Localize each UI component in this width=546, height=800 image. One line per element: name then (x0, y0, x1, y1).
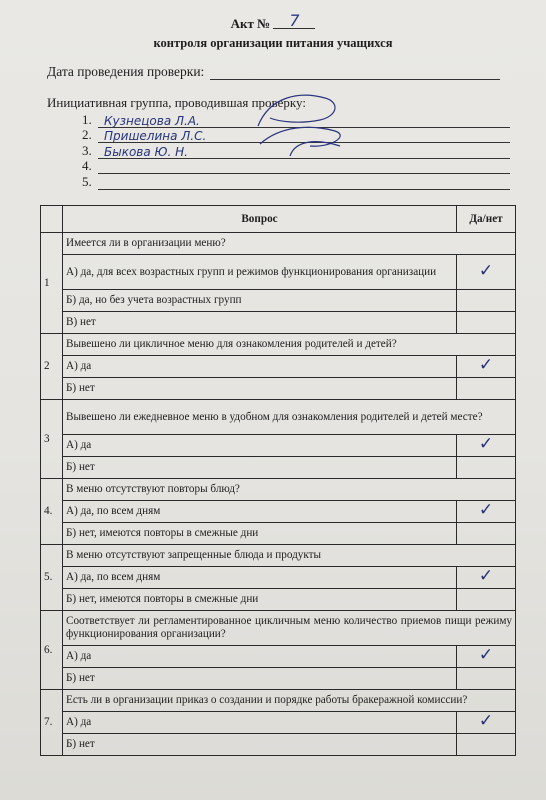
question-row (41, 690, 516, 712)
question-text: Есть ли в организации приказ о создании и порядке работы бракеражной комиссии? (63, 690, 516, 712)
option-text: А) да (63, 646, 457, 668)
option-text: Б) нет (63, 734, 457, 756)
answer-cell (457, 312, 516, 334)
member-row (82, 174, 510, 190)
question-row (41, 334, 516, 356)
option-text: Б) нет, имеются повторы в смежные дни (63, 523, 457, 545)
answer-cell (457, 457, 516, 479)
option-text: А) да (63, 356, 457, 378)
header-question-cell: Вопрос (63, 206, 457, 233)
option-row (41, 290, 516, 312)
question-text: Имеется ли в организации меню? (63, 233, 516, 255)
act-subtitle: контроля организации питания учащихся (153, 36, 393, 50)
question-row (41, 545, 516, 567)
member-number: 1. (82, 111, 92, 127)
section-number: 3 (41, 400, 63, 479)
header-num-cell (41, 206, 63, 233)
answer-cell (457, 255, 516, 290)
act-label: Акт № (230, 16, 271, 31)
question-text: Вывешено ли ежедневное меню в удобном для ознакомления родителей и детей месте? (63, 400, 516, 435)
answer-cell (457, 290, 516, 312)
checkmark-icon: ✓ (478, 566, 494, 586)
answer-cell (457, 501, 516, 523)
checkmark-icon: ✓ (478, 500, 494, 520)
checkmark-icon: ✓ (478, 355, 494, 375)
option-row (41, 356, 516, 378)
checkmark-icon: ✓ (478, 434, 494, 454)
option-row (41, 567, 516, 589)
option-row (41, 589, 516, 611)
option-text: А) да, по всем дням (63, 567, 457, 589)
inspection-date-line (47, 64, 500, 80)
group-label: Инициативная группа, проводившая проверку: (47, 95, 306, 110)
checkmark-icon: ✓ (478, 260, 494, 281)
member-name: Кузнецова Л.А. (98, 115, 510, 128)
option-text: А) да (63, 435, 457, 457)
answer-cell (457, 523, 516, 545)
option-text: Б) нет, имеются повторы в смежные дни (63, 589, 457, 611)
inspection-table (40, 205, 516, 756)
header-answer-cell: Да/нет (457, 206, 516, 233)
answer-cell (457, 435, 516, 457)
option-row (41, 378, 516, 400)
option-text: А) да (63, 712, 457, 734)
question-row (41, 611, 516, 646)
checkmark-icon: ✓ (478, 645, 494, 665)
option-row (41, 255, 516, 290)
option-row (41, 668, 516, 690)
option-text: Б) нет (63, 457, 457, 479)
option-row (41, 523, 516, 545)
option-text: Б) нет (63, 378, 457, 400)
answer-cell (457, 378, 516, 400)
answer-cell (457, 567, 516, 589)
option-row (41, 734, 516, 756)
question-row (41, 400, 516, 435)
question-text: Вывешено ли цикличное меню для ознакомления родителей и детей? (63, 334, 516, 356)
answer-cell (457, 589, 516, 611)
member-number: 3. (82, 142, 92, 158)
option-row (41, 646, 516, 668)
member-number: 2. (82, 127, 92, 142)
section-number: 5. (41, 545, 63, 611)
answer-cell (457, 734, 516, 756)
section-number: 4. (41, 479, 63, 545)
section-number: 6. (41, 611, 63, 690)
option-text: В) нет (63, 312, 457, 334)
question-row (41, 479, 516, 501)
option-text: А) да, для всех возрастных групп и режимов функционирования организации (63, 255, 457, 290)
member-name: Быкова Ю. Н. (98, 146, 510, 159)
option-text: А) да, по всем дням (63, 501, 457, 523)
member-number: 4. (82, 158, 92, 173)
option-row (41, 712, 516, 734)
section-number: 7. (41, 690, 63, 756)
question-text: В меню отсутствуют запрещенные блюда и продукты (63, 545, 516, 567)
option-row (41, 457, 516, 479)
checkmark-icon: ✓ (478, 711, 494, 731)
signature-scribble (240, 86, 360, 166)
inspection-date-label: Дата проведения проверки: (47, 64, 205, 79)
answer-cell (457, 646, 516, 668)
act-number: 7 (273, 14, 315, 29)
option-row (41, 501, 516, 523)
inspection-date-field (210, 65, 500, 80)
section-number: 1 (41, 233, 63, 334)
act-title (0, 11, 546, 32)
section-number: 2 (41, 334, 63, 400)
answer-cell (457, 668, 516, 690)
question-row (41, 233, 516, 255)
member-name (98, 177, 510, 190)
option-row (41, 435, 516, 457)
option-text: Б) да, но без учета возрастных групп (63, 290, 457, 312)
option-text: Б) нет (63, 668, 457, 690)
table-header-row (41, 206, 516, 233)
question-text: Соответствует ли регламентированное цикличным меню количество приемов пищи режиму функционирования организации? (63, 611, 516, 646)
question-text: В меню отсутствуют повторы блюд? (63, 479, 516, 501)
member-number: 5. (82, 173, 92, 189)
option-row (41, 312, 516, 334)
answer-cell (457, 356, 516, 378)
member-name: Пришелина Л.С. (98, 130, 510, 143)
answer-cell (457, 712, 516, 734)
